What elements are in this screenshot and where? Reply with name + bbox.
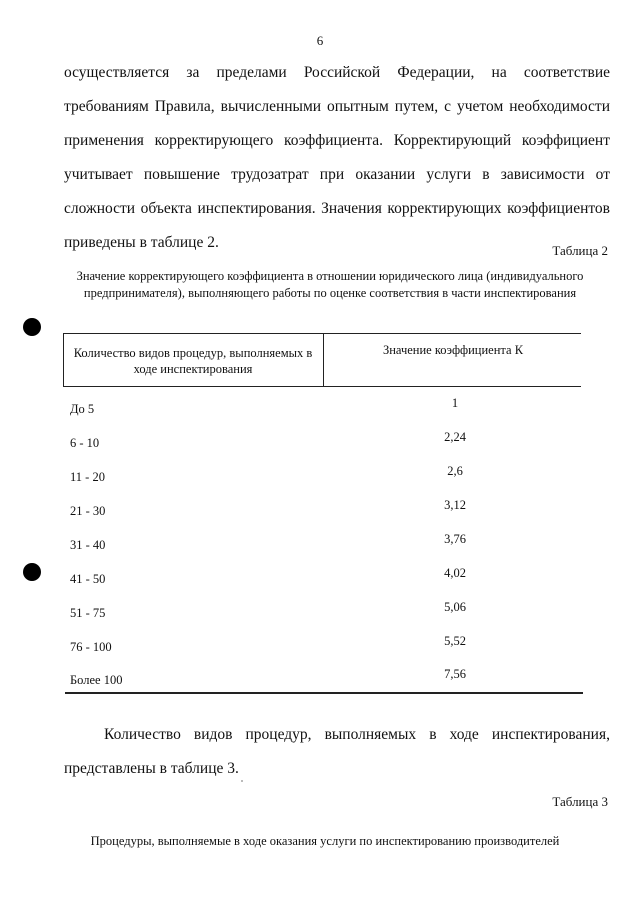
table-border [323,333,324,387]
table-rule [63,333,581,334]
coefficient-value: 4,02 [444,566,466,580]
coefficient-value: 1 [451,396,459,410]
punch-hole [23,318,41,336]
table-row [63,430,583,456]
procedure-range: Более 100 [70,673,123,687]
scan-speck [241,780,243,782]
punch-hole [23,563,41,581]
procedure-range: 21 - 30 [70,504,106,518]
body-paragraph: Количество видов процедур, выполняемых в ходе инспектирования, представлены в таблице 3. [64,726,610,777]
table-3-label: Таблица 3 [552,794,608,809]
procedure-range: 76 - 100 [70,640,112,654]
table-row [63,396,583,422]
page-number: 6 [316,33,324,48]
table-rule [63,386,581,387]
coefficient-value: 3,76 [444,532,466,546]
procedure-range: 51 - 75 [70,606,106,620]
table-2-caption: Значение корректирующего коэффициента в отношении юридического лица (индивидуального предпринимателя), выполняющего работы по оценке соответствия в части инспектирования [76,269,584,300]
column-header-procedures: Количество видов процедур, выполняемых в ходе инспектирования [73,346,313,376]
coefficient-table [63,333,583,695]
table-rule [65,692,583,694]
table-row [63,566,583,592]
table-row [63,498,583,524]
table-row [63,532,583,558]
coefficient-value: 2,6 [447,464,463,478]
coefficient-value: 5,06 [444,600,466,614]
procedure-range: 11 - 20 [70,470,105,484]
coefficient-value: 7,56 [444,667,466,681]
coefficient-value: 3,12 [444,498,466,512]
table-row [63,634,583,660]
table-row [63,600,583,626]
procedure-range: 31 - 40 [70,538,106,552]
table-2-label: Таблица 2 [552,243,608,258]
table-row [63,464,583,490]
table-row [63,667,583,693]
column-header-coefficient: Значение коэффициента К [382,343,524,357]
procedure-range: 6 - 10 [70,436,100,450]
procedure-range: 41 - 50 [70,572,106,586]
body-paragraph: осуществляется за пределами Российской Федерации, на соответствие требованиям Правила, вычисленными опытным путем, с учетом необходимости применения корректирующего коэффициента. Корректирующий коэффициент учитывает повышение трудозатрат при оказании услуги в зависимости от сложности объекта инспектирования. Значения корректирующих коэффициентов приведены в таблице 2. [64,64,610,251]
table-3-caption: Процедуры, выполняемые в ходе оказания услуги по инспектированию производителей [90,834,560,848]
coefficient-value: 5,52 [444,634,466,648]
coefficient-value: 2,24 [444,430,466,444]
table-border [63,333,64,387]
procedure-range: До 5 [70,402,95,416]
